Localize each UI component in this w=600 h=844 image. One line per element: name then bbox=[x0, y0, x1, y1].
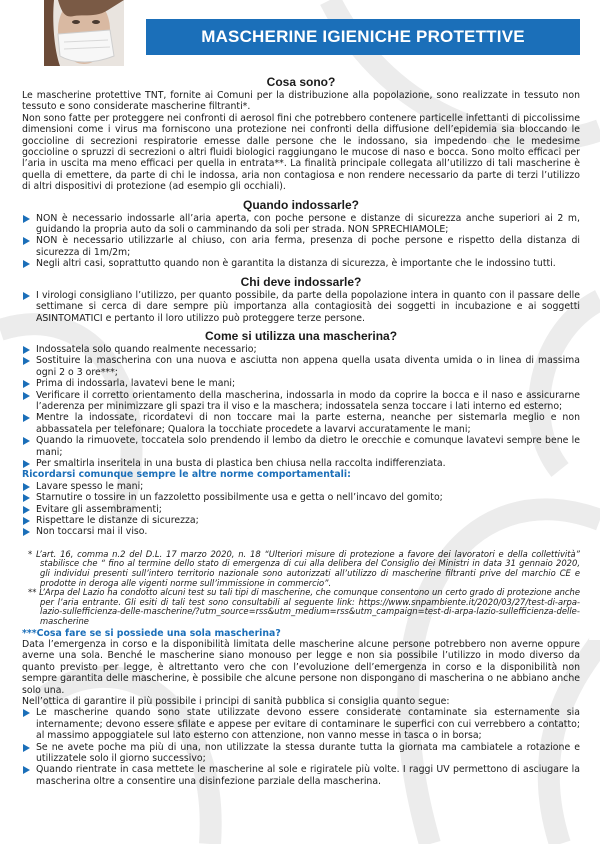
list-item: Evitare gli assembramenti; bbox=[22, 504, 580, 515]
list-item: NON è necessario indossarle all’aria aperta, con poche persone e distanze di sicurezza anche superiori ai 2 m, guidando la propria auto da soli o camminando da soli per strada. NON SPRECHIAMOLE; bbox=[22, 213, 580, 236]
heading-quando: Quando indossarle? bbox=[242, 197, 359, 212]
triangle-bullet-icon bbox=[23, 392, 30, 400]
triangle-bullet-icon bbox=[23, 494, 30, 502]
list-item: Negli altri casi, soprattutto quando non è garantita la distanza di sicurezza, è importante che le indossino tutti. bbox=[22, 258, 580, 269]
triangle-bullet-icon bbox=[23, 237, 30, 245]
triangle-bullet-icon bbox=[23, 346, 30, 354]
footnote-2: ** L’Arpa del Lazio ha condotto alcuni test su tali tipi di mascherine, che comunque consentono un certo grado di protezione anche per l’aria entrante. Gli esiti di tali test sono consultabili al seguente link: https://www.snpambiente.it/2020/03/27/test-di-arpa-lazio-sullefficienza-delle-mascherine/?utm_source=rss&utm_medium=rss&utm_campaign=test-di-arpa-lazio-sullefficienza-delle-mascherine bbox=[28, 587, 580, 626]
footnotes bbox=[22, 550, 580, 787]
footnote-3-heading: ***Cosa fare se si possiede una sola mascherina? bbox=[22, 627, 281, 639]
triangle-bullet-icon bbox=[23, 357, 30, 365]
page-title: MASCHERINE IGIENICHE PROTETTIVE bbox=[201, 27, 525, 46]
paragraph: Non sono fatte per proteggere nei confronti di aerosol fini che potrebbero contenere particelle infettanti di piccolissime dimensioni come i virus ma forniscono una protezione nei confronti della diffusione dell’epidemia sia bloccando le goccioline di secrezioni respiratorie emesse dalle persone che le indossano, sia impedendo che le medesime goccioline o spruzzi di secrezioni o altri fluidi biologici raggiungano le mucose di naso e bocca. Sono molto efficaci per l’aria in uscita ma meno efficaci per quella in entrata**. La finalità principale collegata all’utilizzo di tali mascherine è quella di emettere, da parte di chi le indossa, aria non contagiosa e non rendere necessario da parte di terzi l’utilizzo di altri dispositivi di protezione (ad esempio gli occhiali). bbox=[22, 112, 580, 193]
list-item: Mentre la indossate, ricordatevi di non toccare mai la parte esterna, neanche per sistemarla meglio e non abbassatela per telefonare; Qualora la tocchiate procedete a lavarvi accuratamente le mani; bbox=[22, 412, 580, 435]
list-item: Prima di indossarla, lavatevi bene le mani; bbox=[22, 378, 580, 389]
list-item: Lavare spesso le mani; bbox=[22, 481, 580, 492]
list-item: I virologi consigliano l’utilizzo, per quanto possibile, da parte della popolazione intera in quanto con il passare delle settimane si cerca di dare sempre più importanza alla contagiosità dei soggetti in incubazione e ai soggetti ASINTOMATICI e pertanto il loro utilizzo può proteggere terze persone. bbox=[22, 290, 580, 324]
triangle-bullet-icon bbox=[23, 215, 30, 223]
paragraph: Nell’ottica di garantire il più possibile i principi di sanità pubblica si consiglia quanto segue: bbox=[22, 696, 450, 707]
bullet-list bbox=[22, 344, 580, 469]
section-cosa-sono bbox=[22, 75, 580, 193]
triangle-bullet-icon bbox=[23, 260, 30, 268]
heading-chi: Chi deve indossarle? bbox=[240, 274, 362, 289]
triangle-bullet-icon bbox=[23, 483, 30, 491]
list-item: Se ne avete poche ma più di una, non utilizzate la stessa durante tutta la giornata ma cambiatele a rotazione e utilizzatele solo il giorno successivo; bbox=[22, 742, 580, 765]
heading-cosa-sono: Cosa sono? bbox=[266, 75, 336, 89]
list-item: Starnutire o tossire in un fazzoletto possibilmente usa e getta o nell’incavo del gomito; bbox=[22, 492, 580, 503]
section-come bbox=[22, 329, 580, 538]
triangle-bullet-icon bbox=[23, 709, 30, 717]
heading-come: Come si utilizza una mascherina? bbox=[204, 328, 398, 343]
triangle-bullet-icon bbox=[23, 414, 30, 422]
list-item: Sostituire la mascherina con una nuova e asciutta non appena quella usata diventa umida o in linea di massima ogni 2 o 3 ore***; bbox=[22, 355, 580, 378]
list-item: Rispettare le distanze di sicurezza; bbox=[22, 515, 580, 526]
list-item: Quando rientrate in casa mettete le mascherine al sole e rigiratele più volte. I raggi UV permettono di asciugare la mascherina oltre a consentire una disinfezione parziale della mascherina. bbox=[22, 764, 580, 787]
section-chi bbox=[22, 275, 580, 324]
triangle-bullet-icon bbox=[23, 460, 30, 468]
section-quando bbox=[22, 198, 580, 270]
triangle-bullet-icon bbox=[23, 744, 30, 752]
bullet-list bbox=[22, 707, 580, 787]
triangle-bullet-icon bbox=[23, 766, 30, 774]
bullet-list bbox=[22, 481, 580, 538]
list-item: Non toccarsi mai il viso. bbox=[22, 526, 580, 537]
triangle-bullet-icon bbox=[23, 528, 30, 536]
list-item: Quando la rimuovete, toccatela solo prendendo il lembo da dietro le orecchie e comunque lavatevi sempre bene le mani; bbox=[22, 435, 580, 458]
triangle-bullet-icon bbox=[23, 380, 30, 388]
paragraph: Data l’emergenza in corso e la disponibilità limitata delle mascherine alcune persone potrebbero non averne oppure averne una sola. Benché le mascherine siano monouso per legge e non sia possibile l’utilizzo in modo diverso da quanto previsto per legge, è altrettanto vero che con l’evoluzione dell’emergenza in corso e la disponibilità non sempre garantita delle mascherine, è possibile che alcune persone non dispongano di mascherina o ne abbiano anche solo una. bbox=[22, 638, 580, 696]
triangle-bullet-icon bbox=[23, 506, 30, 514]
document-body bbox=[22, 75, 580, 787]
triangle-bullet-icon bbox=[23, 517, 30, 525]
list-item: Indossatela solo quando realmente necessario; bbox=[22, 344, 580, 355]
triangle-bullet-icon bbox=[23, 292, 30, 300]
title-banner bbox=[146, 19, 580, 55]
woman-with-mask-photo bbox=[44, 0, 124, 66]
list-item: Per smaltirla inseritela in una busta di plastica ben chiusa nella raccolta indifferenziata. bbox=[22, 458, 580, 469]
subheading-ricordarsi: Ricordarsi comunque sempre le altre norme comportamentali: bbox=[22, 469, 351, 481]
footnote-1: * L’art. 16, comma n.2 del D.L. 17 marzo 2020, n. 18 “Ulteriori misure di protezione a favore dei lavoratori e della collettività” stabilisce che “ fino al termine dello stato di emergenza di cui alla delibera del Consiglio dei Ministri in data 31 gennaio 2020, gli individui presenti sull’intero territorio nazionale sono autorizzati all’utilizzo di mascherine filtranti prive del marchio CE e prodotte in deroga alle vigenti norme sull’immissione in commercio”. bbox=[28, 548, 580, 588]
paragraph: Le mascherine protettive TNT, fornite ai Comuni per la distribuzione alla popolazione, sono realizzate in tessuto non tessuto e sono considerate mascherine filtranti*. bbox=[22, 90, 580, 113]
list-item: Le mascherine quando sono state utilizzate devono essere considerate contaminate sia esternamente sia internamente; devono essere sfilate e appese per evitare di contaminare le superfici con cui verrebbero a contatto; al massimo appoggiatele sul lato esterno con attenzione, non vanno messe in tasca o in borsa; bbox=[22, 707, 580, 741]
bullet-list bbox=[22, 213, 580, 270]
list-item: Verificare il corretto orientamento della mascherina, indossarla in modo da coprire la bocca e il naso e assicurarne l’aderenza per minimizzare gli spazi tra il viso e la maschera; indossatela senza toccare i lati interno ed esterno; bbox=[22, 390, 580, 413]
bullet-list bbox=[22, 290, 580, 324]
list-item: NON è necessario utilizzarle al chiuso, con aria ferma, presenza di poche persone e rispetto della distanza di sicurezza di 1m/2m; bbox=[22, 235, 580, 258]
triangle-bullet-icon bbox=[23, 437, 30, 445]
